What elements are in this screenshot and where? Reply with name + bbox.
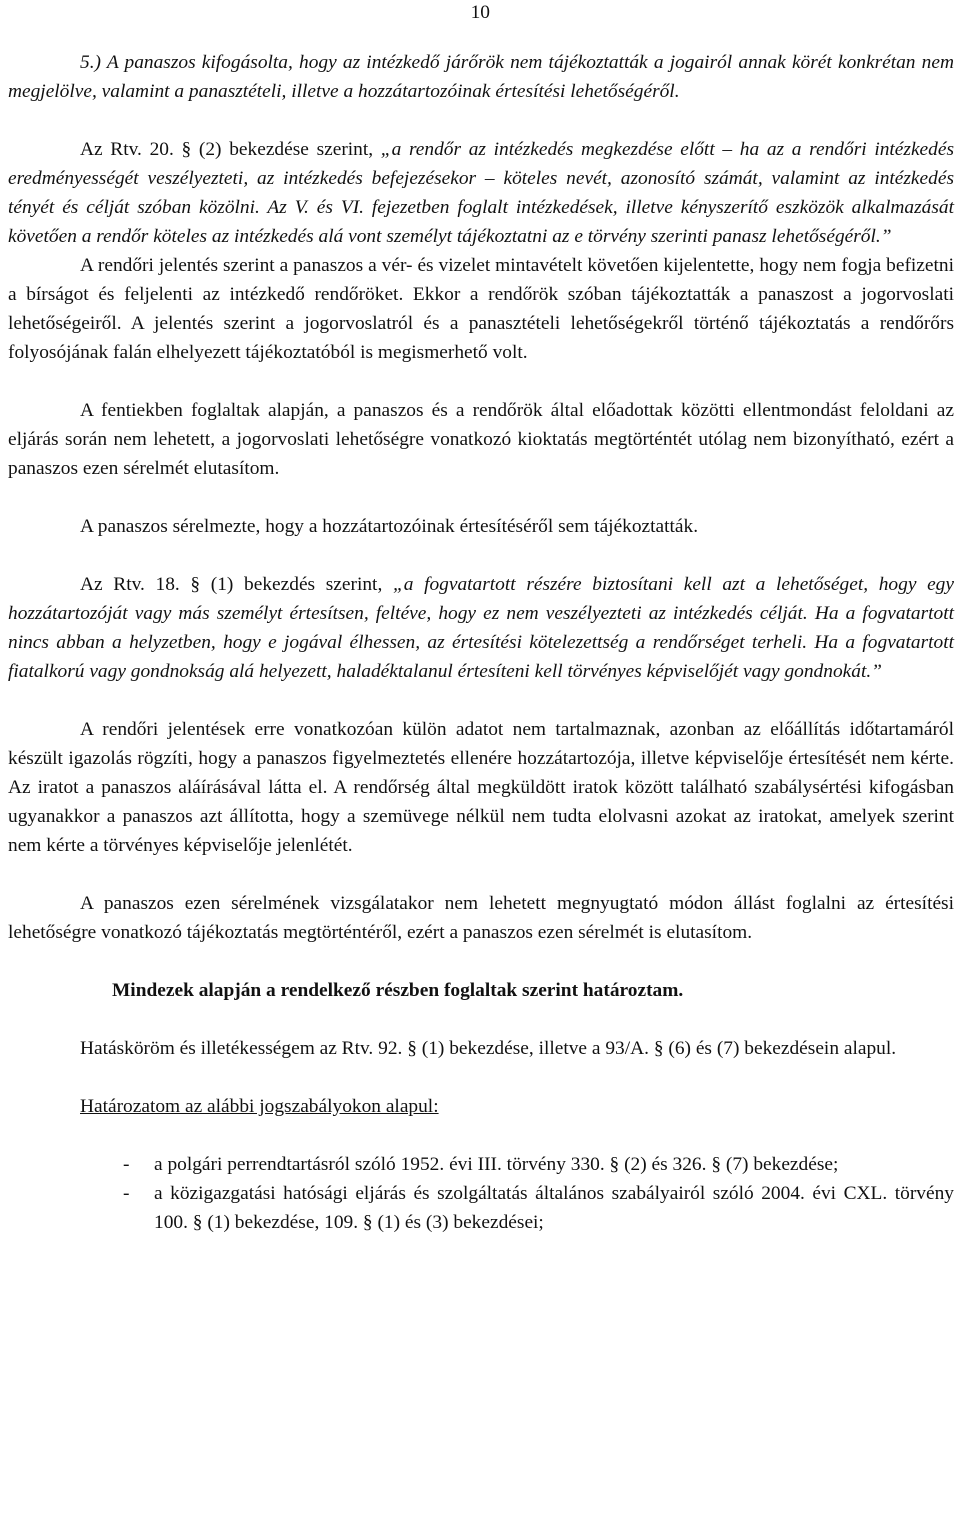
rtv-18-paragraph xyxy=(8,570,954,686)
rtv-20-paragraph xyxy=(8,135,954,251)
rtv-18-quote: „a fogvatartott részére biztosítani kell azt a lehetőséget, hogy egy hozzátartozóját vagy más személyt értesítsen, feltéve, hogy ez nem veszélyezteti az intézkedés célját. Ha a fogvatartott nincs abban a helyzetben, hogy e jogával élhessen, az értesítési kötelezettség a rendőrséget terheli. Ha a fogvatartott fiatalkorú vagy gondnokság alá helyezett, haladéktalanul értesíteni kell törvényes képviselőjét vagy gondnokát.” xyxy=(8,574,954,682)
rejection-paragraph: A panaszos ezen sérelmének vizsgálatakor nem lehetett megnyugtató módon állást foglalni az értesítési lehetőségre vonatkozó tájékoztatás megtörténtéről, ezért a panaszos ezen sérelmét is elutasítom. xyxy=(8,893,954,943)
list-marker: - xyxy=(123,1183,130,1204)
rtv-18-intro: Az Rtv. 18. § (1) bekezdés szerint, xyxy=(80,574,393,595)
legal-basis-heading xyxy=(8,1092,954,1121)
rtv-20-intro: Az Rtv. 20. § (2) bekezdése szerint, xyxy=(80,139,381,160)
page-number: 10 xyxy=(470,2,490,23)
police-report-paragraph: A rendőri jelentés szerint a panaszos a vér- és vizelet mintavételt követően kijelentette, hogy nem fogja befizetni a bírságot és feljelenti az intézkedő rendőröket. Ekkor a rendőrök szóban tájékoztatták a panaszost a jogorvoslati lehetőségeiről. A jelentés szerint a jogorvoslatról és a panasztételi lehetőségekről történő tájékoztatás a rendőrőrs folyosójának falán elhelyezett tájékoztatóból is megismerhető volt. xyxy=(8,255,954,363)
list-item xyxy=(8,1150,954,1179)
rtv-20-quote: „a rendőr az intézkedés megkezdése előtt – ha az a rendőri intézkedés eredményességét veszélyezteti, az intézkedés befejezésekor – köteles nevét, azonosító számát, valamint az intézkedés tényét és célját szóban közölni. Az V. és VI. fejezetben foglalt intézkedések, illetve kényszerítő eszközök alkalmazását követően a rendőr köteles az intézkedés alá vont személyt tájékoztatni az e törvény szerinti panasz lehetőségéről.” xyxy=(8,139,955,247)
list-item-text: a közigazgatási hatósági eljárás és szolgáltatás általános szabályairól szóló 2004. évi CXL. törvény 100. § (1) bekezdése, 109. § (1) és (3) bekezdései; xyxy=(154,1183,954,1233)
legal-basis-heading-text: Határozatom az alábbi jogszabályokon alapul: xyxy=(80,1096,439,1117)
decision-statement: Mindezek alapján a rendelkező részben foglaltak szerint határoztam. xyxy=(112,980,684,1001)
list-item xyxy=(8,1179,954,1237)
list-item-text: a polgári perrendtartásról szóló 1952. évi III. törvény 330. § (2) és 326. § (7) bekezdése; xyxy=(154,1154,839,1175)
relatives-complaint-paragraph: A panaszos sérelmezte, hogy a hozzátartozóinak értesítéséről sem tájékoztatták. xyxy=(80,516,699,537)
jurisdiction-paragraph: Hatásköröm és illetékességem az Rtv. 92. § (1) bekezdése, illetve a 93/A. § (6) és (7) bekezdésein alapul. xyxy=(80,1038,897,1059)
conclusion-paragraph: A fentiekben foglaltak alapján, a panaszos és a rendőrök által előadottak közötti ellentmondást feloldani az eljárás során nem lehetett, a jogorvoslati lehetőségre vonatkozó kioktatás megtörténtét utólag nem bizonyítható, ezért a panaszos ezen sérelmét elutasítom. xyxy=(8,400,954,479)
list-marker: - xyxy=(123,1154,130,1175)
reports-paragraph: A rendőri jelentések erre vonatkozóan külön adatot nem tartalmaznak, azonban az előállítás időtartamáról készült igazolás rögzíti, hogy a panaszos figyelmeztetés ellenére hozzátartozója, illetve képviselője értesítését nem kérte. Az iratot a panaszos aláírásával látta el. A rendőrség által megküldött iratok között található szabálysértési kifogásban ugyanakkor a panaszos azt állította, hogy a szemüvege nélkül nem tudta elolvasni azokat az iratokat, amelyek szerint nem kérte a törvényes képviselője jelenlétét. xyxy=(8,719,954,856)
section-5-heading: 5.) A panaszos kifogásolta, hogy az intézkedő járőrök nem tájékoztatták a jogairól annak körét konkrétan nem megjelölve, valamint a panasztételi, illetve a hozzátartozóinak értesítési lehetőségéről. xyxy=(8,52,954,102)
document-page xyxy=(8,0,954,1237)
legal-basis-list xyxy=(8,1150,954,1237)
